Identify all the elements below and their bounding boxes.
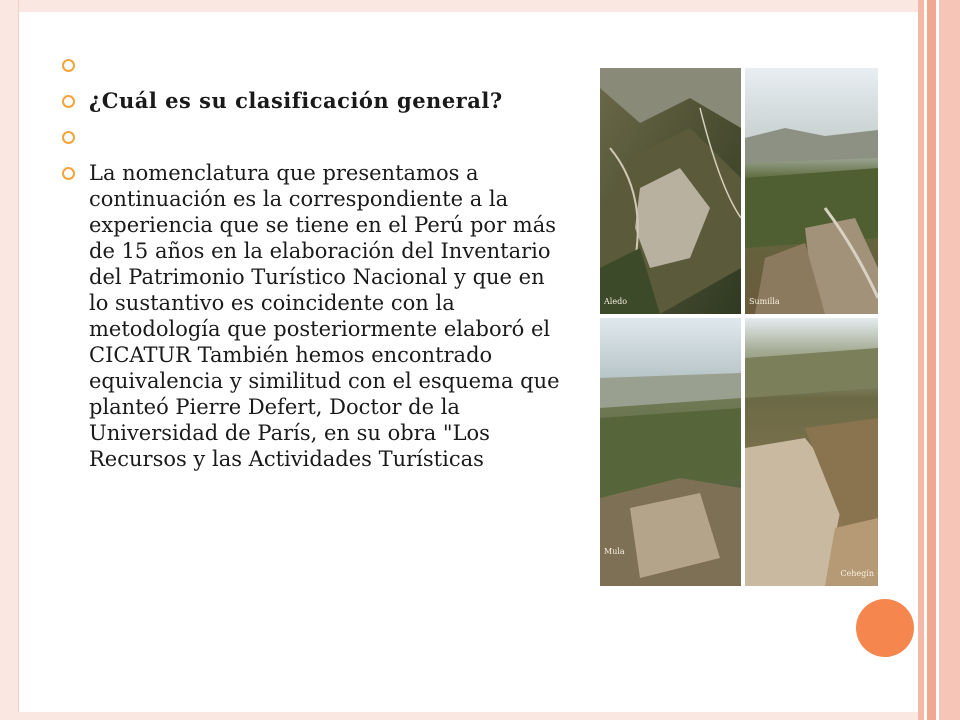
photo-caption: Aledo [604, 297, 628, 306]
bullet-item-4 [60, 160, 560, 472]
aerial-landscape-image [745, 318, 878, 586]
body-paragraph: La nomenclatura que presentamos a continuación es la correspondiente a la experiencia que se tiene en el Perú por más de 15 años en la elaboración del Inventario del Patrimonio Turístico Nacional y que en lo sustantivo es coincidente con la metodología que posteriormente elaboró el CICATUR También hemos encontrado equivalencia y similitud con el esquema que planteó Pierre Defert, Doctor de la Universidad de París, en su obra "Los Recursos y las Actividades Turísticas [89, 161, 560, 471]
frame-left-border [0, 0, 19, 720]
photo-sumilla [745, 68, 878, 314]
right-decorative-stripes [918, 0, 960, 720]
photo-caption: Cehegín [840, 569, 874, 578]
aerial-landscape-image [600, 68, 741, 314]
bullet-circle-icon [62, 59, 75, 72]
photo-cehegin [745, 318, 878, 586]
bullet-list [60, 52, 560, 482]
photo-mula [600, 318, 741, 586]
frame-top-border [0, 0, 960, 12]
frame-bottom-border [0, 712, 960, 720]
photo-aledo [600, 68, 741, 314]
decorative-orange-circle [856, 599, 914, 657]
bullet-item-3 [60, 124, 560, 150]
bullet-circle-icon [62, 131, 75, 144]
bullet-item-1 [60, 52, 560, 78]
aerial-landscape-image [600, 318, 741, 586]
photo-collage [600, 68, 878, 586]
photo-caption: Mula [604, 547, 625, 556]
bullet-item-2 [60, 88, 560, 114]
photo-caption: Sumilla [749, 297, 780, 306]
slide-question-heading: ¿Cuál es su clasificación general? [89, 88, 503, 113]
bullet-circle-icon [62, 167, 75, 180]
bullet-circle-icon [62, 95, 75, 108]
aerial-landscape-image [745, 68, 878, 314]
